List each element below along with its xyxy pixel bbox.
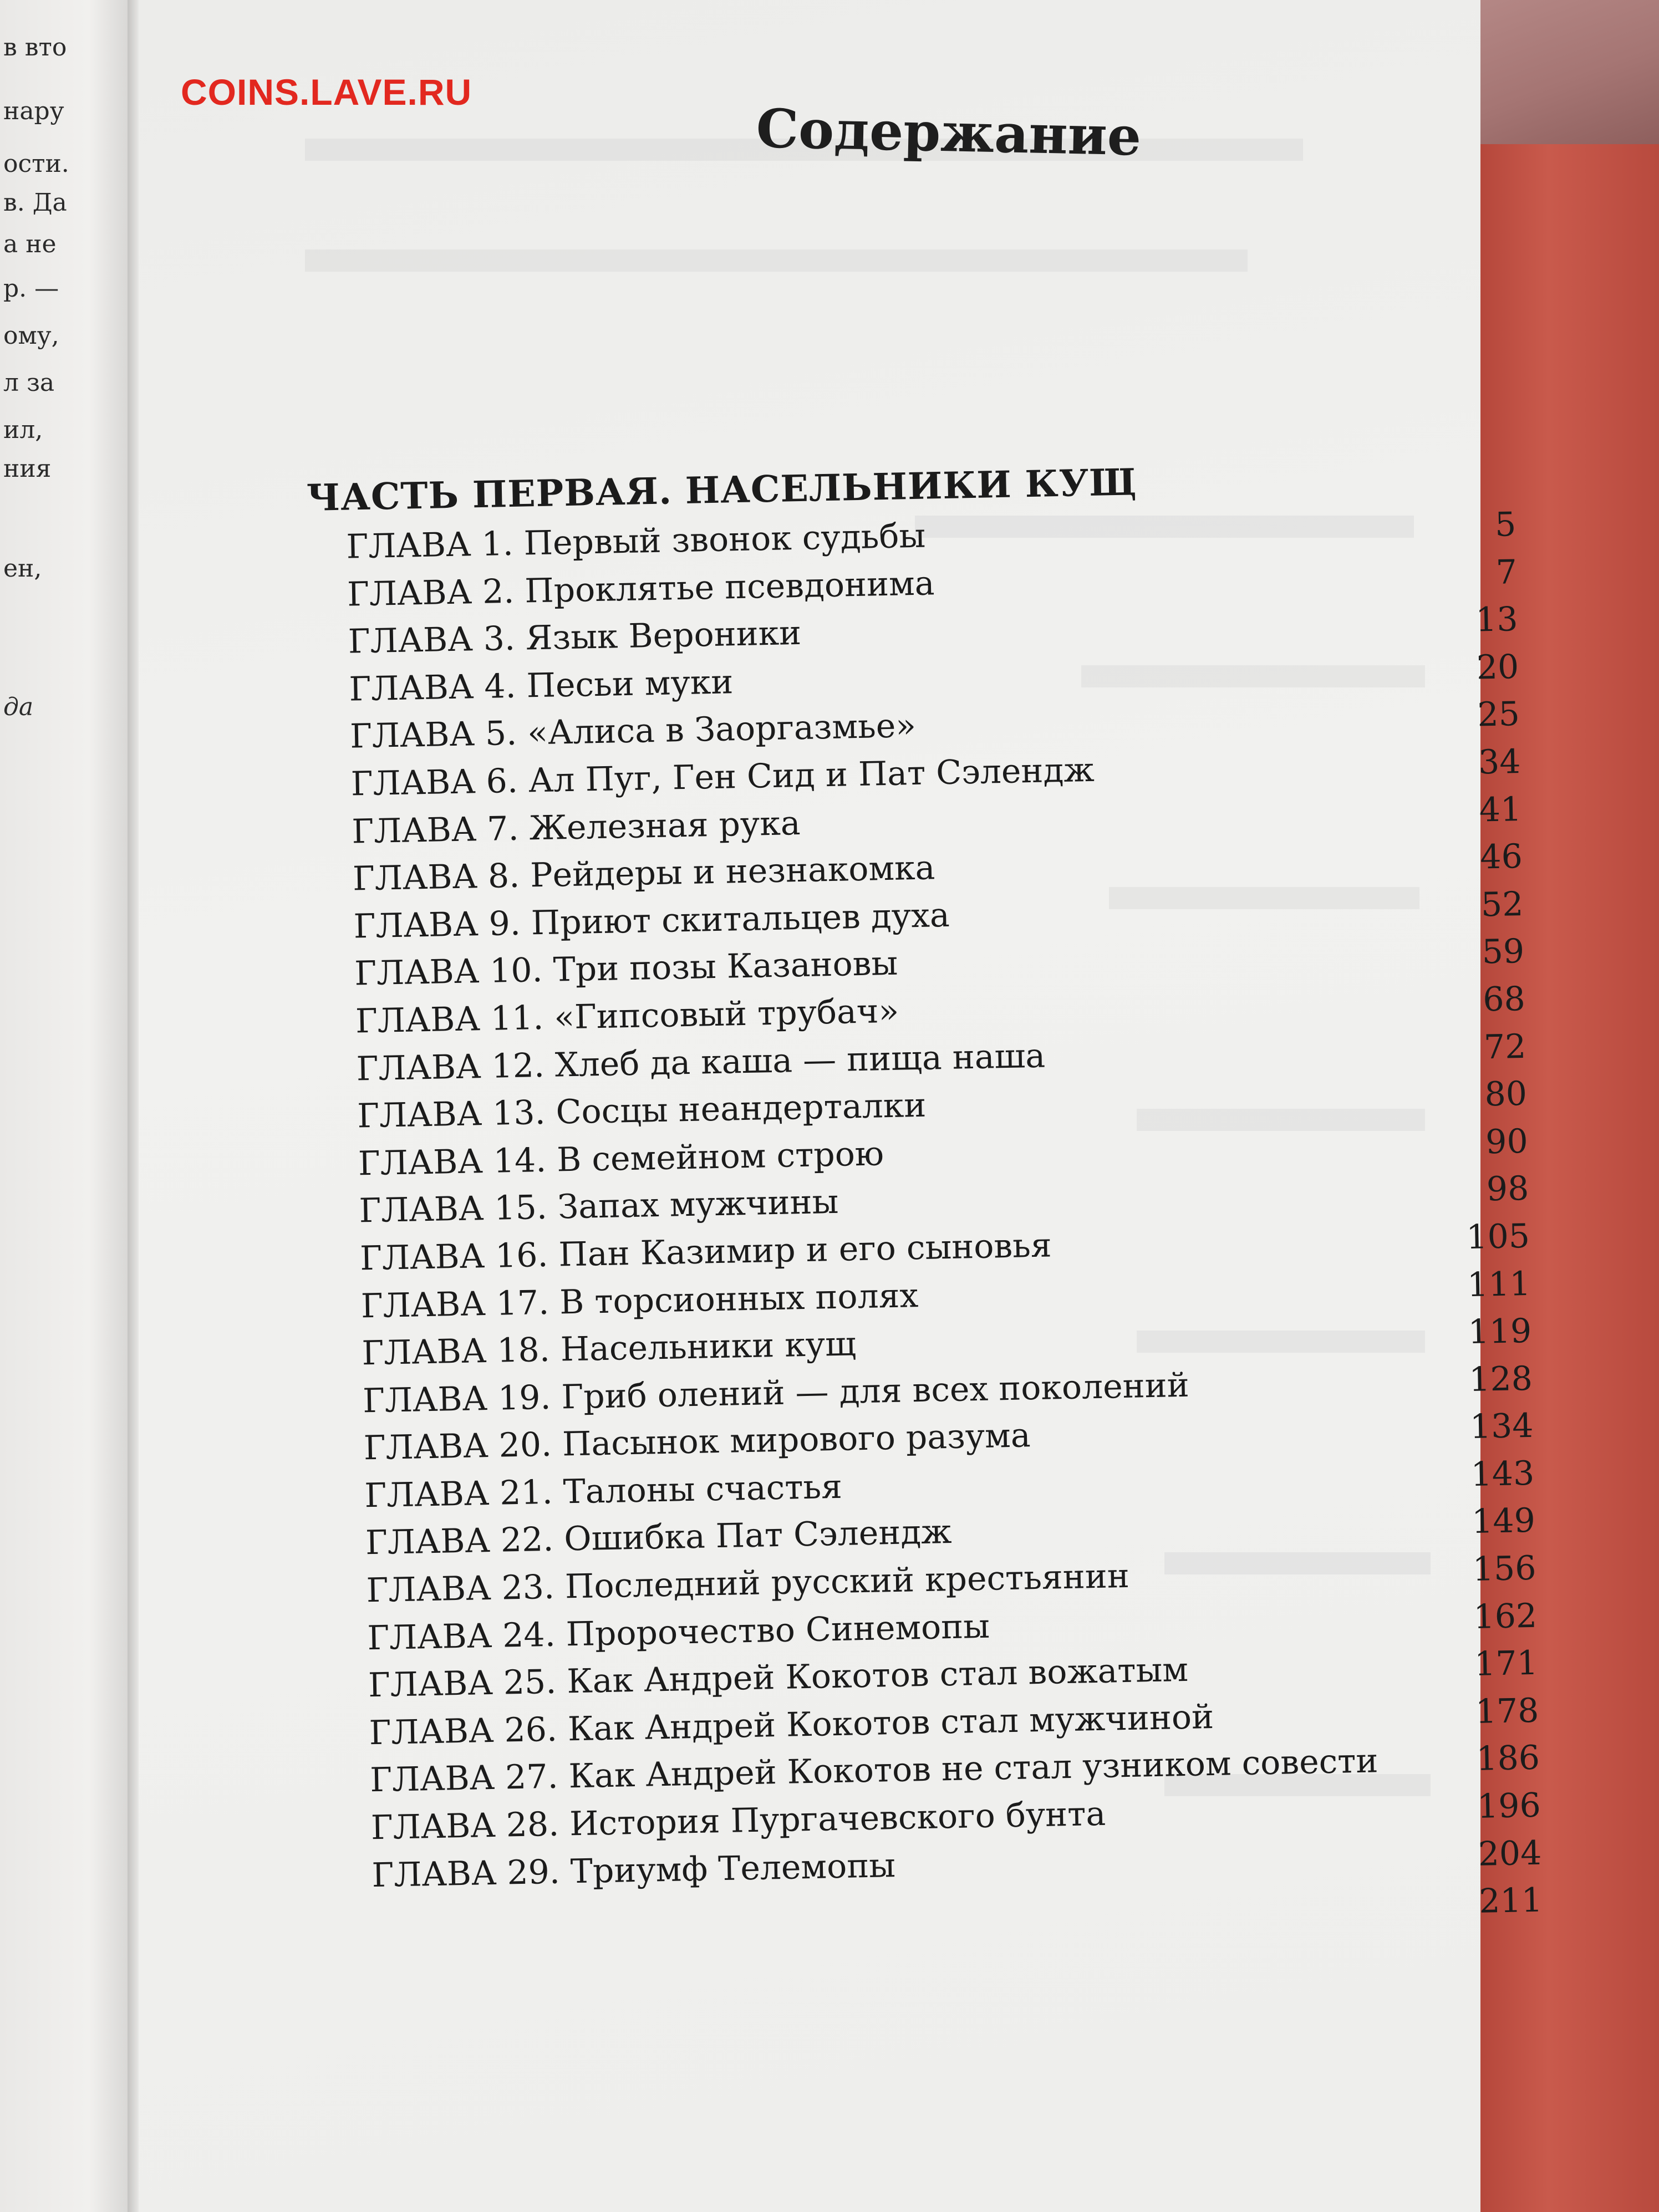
page-number: 98 [1486,1169,1529,1209]
page-number: 149 [1471,1501,1536,1542]
left-page-text: а не [3,230,57,258]
page-number: 25 [1477,695,1520,735]
chapter-title: ГЛАВА 23. Последний русский крестьянин [366,1556,1130,1610]
page-number: 5 [1494,505,1516,544]
page-number: 59 [1482,932,1525,972]
chapter-title: ГЛАВА 10. Три позы Казановы [354,944,898,993]
left-page-text: ил, [3,416,43,444]
chapter-title: ГЛАВА 8. Рейдеры и незнакомка [352,848,935,899]
contents-page [139,0,1543,2212]
page-number: 162 [1473,1596,1538,1637]
chapter-title: ГЛАВА 7. Железная рука [351,803,801,852]
chapter-title: ГЛАВА 20. Пасынок мирового разума [363,1416,1031,1468]
chapter-title: ГЛАВА 12. Хлеб да каша — пища наша [356,1036,1046,1088]
page-number: 7 [1495,552,1518,592]
left-page-text: в. Да [3,188,67,217]
page-number: 68 [1482,979,1526,1020]
left-page-text: в вто [3,33,67,62]
book-gutter [128,0,139,2212]
left-page-text: ости. [3,150,69,178]
page-number: 80 [1484,1074,1528,1114]
chapter-title: ГЛАВА 19. Гриб олений — для всех поколений [362,1365,1190,1421]
chapter-title: ГЛАВА 26. Как Андрей Кокотов стал мужчиной [369,1697,1214,1753]
chapter-title: ГЛАВА 28. История Пургачевского бунта [370,1794,1106,1848]
left-page-text: ому, [3,322,59,350]
chapter-title [373,1914,1432,1934]
chapter-title: ГЛАВА 29. Триумф Телемопы [371,1846,896,1895]
page-number: 34 [1478,742,1521,782]
show-through [305,249,1248,272]
page-number: 211 [1478,1880,1543,1922]
page-number: 20 [1476,647,1519,687]
chapter-title: ГЛАВА 13. Сосцы неандерталки [357,1085,927,1136]
page-number: 178 [1475,1691,1539,1731]
left-page-text: р. — [3,274,59,303]
table-of-contents [306,447,1565,1948]
chapter-title: ГЛАВА 5. «Алиса в Заоргазмье» [349,706,917,756]
chapter-title: ГЛАВА 3. Язык Вероники [348,614,802,661]
chapter-title: ГЛАВА 14. В семейном строю [358,1134,884,1184]
watermark: COINS.LAVE.RU [181,72,472,113]
page-number: 13 [1475,600,1519,640]
page-number: 41 [1479,789,1522,830]
chapter-title: ГЛАВА 1. Первый звонок судьбы [345,516,926,567]
chapter-title: ГЛАВА 16. Пан Казимир и его сыновья [359,1226,1052,1278]
chapter-title: ГЛАВА 17. В торсионных полях [360,1276,919,1326]
page-number: 204 [1478,1833,1542,1874]
page-number: 105 [1465,1216,1530,1257]
page-number: 111 [1467,1264,1531,1304]
page-number: 134 [1469,1406,1534,1447]
chapter-title: ГЛАВА 21. Талоны счастья [364,1467,843,1516]
page-number: 196 [1477,1786,1541,1826]
page-title: Содержание [755,97,1142,168]
page-number: 52 [1480,884,1524,925]
chapter-title: ГЛАВА 18. Насельники кущ [361,1324,857,1373]
page-number: 186 [1475,1739,1540,1779]
chapter-title: ГЛАВА 9. Приют скитальцев духа [353,895,950,946]
page-number: 72 [1483,1027,1526,1067]
left-page-text: нару [3,97,64,125]
chapter-title: ГЛАВА 2. Проклятье псевдонима [347,563,935,614]
chapter-title: ГЛАВА 4. Песьи муки [348,662,734,709]
left-page-text: да [3,693,34,721]
page-number: 156 [1472,1548,1537,1589]
chapter-title: ГЛАВА 27. Как Андрей Кокотов не стал узником совести [369,1741,1379,1800]
page-number: 119 [1467,1311,1532,1352]
chapter-title: ГЛАВА 11. «Гипсовый трубач» [355,991,899,1041]
chapter-title: ГЛАВА 6. Ал Пуг, Ген Сид и Пат Сэлендж [350,750,1095,804]
part-heading: ЧАСТЬ ПЕРВАЯ. НАСЕЛЬНИКИ КУЩ [306,460,1138,519]
chapter-title: ГЛАВА 22. Ошибка Пат Сэлендж [365,1512,953,1563]
left-page-text: ния [3,455,52,483]
chapter-title: ГЛАВА 15. Запах мужчины [358,1183,839,1231]
left-page [0,0,128,2212]
chapter-title: ГЛАВА 25. Как Андрей Кокотов стал вожатым [368,1650,1189,1705]
left-page-text: л за [3,369,55,397]
page-number: 143 [1470,1454,1535,1494]
page-number: 128 [1468,1359,1533,1399]
chapter-title: ГЛАВА 24. Пророчество Синемопы [367,1607,990,1658]
page-number: 171 [1474,1644,1539,1684]
left-page-text: ен, [3,554,42,583]
page-number: 90 [1485,1122,1529,1162]
page-number: 46 [1479,837,1523,877]
